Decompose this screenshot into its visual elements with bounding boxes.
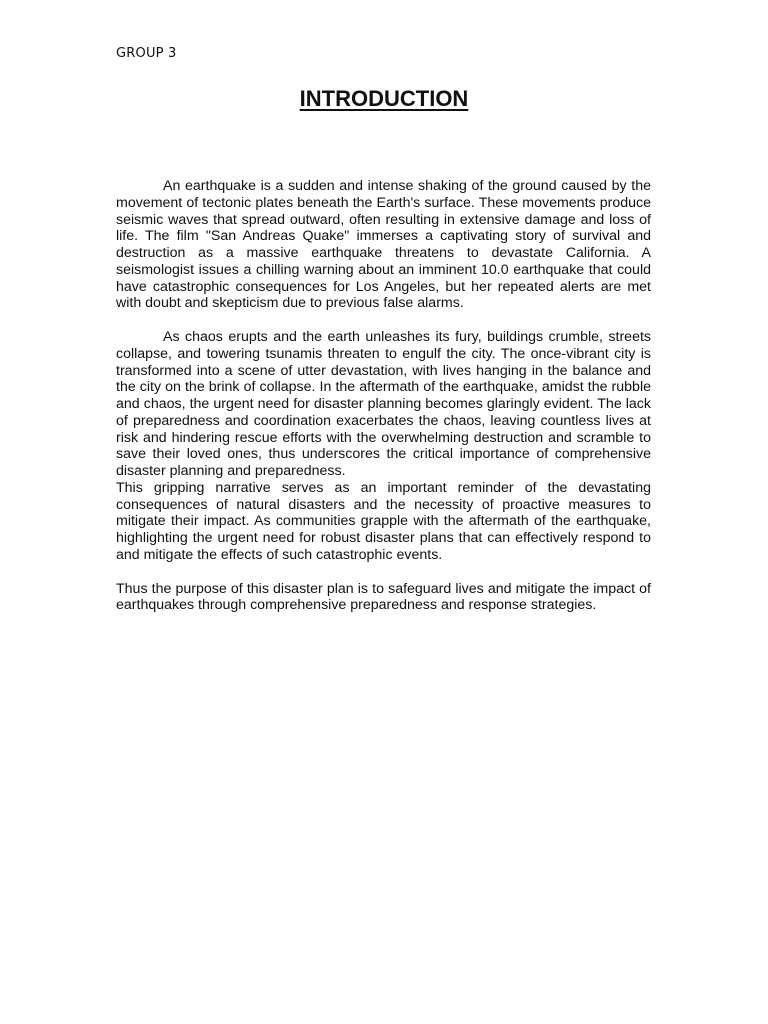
paragraph-narrative: This gripping narrative serves as an important reminder of the devastating consequences of natural disasters and the necessity of proactive measures to mitigate their impact. As communities grapple with the aftermath of the earthquake, highlighting the urgent need for robust disaster plans that can effectively respond to and mitigate the effects of such catastrophic events. — [116, 479, 651, 563]
group-label: GROUP 3 — [116, 46, 177, 61]
paragraph-intro: An earthquake is a sudden and intense shaking of the ground caused by the movement of tectonic plates beneath the Earth's surface. These movements produce seismic waves that spread outward, often resulting in extensive damage and loss of life. The film "San Andreas Quake" immerses a captivating story of survival and destruction as a massive earthquake threatens to devastate California. A seismologist issues a chilling warning about an imminent 10.0 earthquake that could have catastrophic consequences for Los Angeles, but her repeated alerts are met with doubt and skepticism due to previous false alarms. — [116, 178, 651, 312]
page-title: INTRODUCTION — [299, 86, 469, 111]
document-body — [116, 178, 651, 614]
paragraph-chaos: As chaos erupts and the earth unleashes its fury, buildings crumble, streets collapse, and towering tsunamis threaten to engulf the city. The once-vibrant city is transformed into a scene of utter devastation, with lives hanging in the balance and the city on the brink of collapse. In the aftermath of the earthquake, amidst the rubble and chaos, the urgent need for disaster planning becomes glaringly evident. The lack of preparedness and coordination exacerbates the chaos, leaving countless lives at risk and hindering rescue efforts with the overwhelming destruction and scramble to save their loved ones, thus underscores the critical importance of comprehensive disaster planning and preparedness. — [116, 329, 651, 479]
paragraph-purpose: Thus the purpose of this disaster plan is to safeguard lives and mitigate the impact of earthquakes through comprehensive preparedness and response strategies. — [116, 580, 651, 614]
